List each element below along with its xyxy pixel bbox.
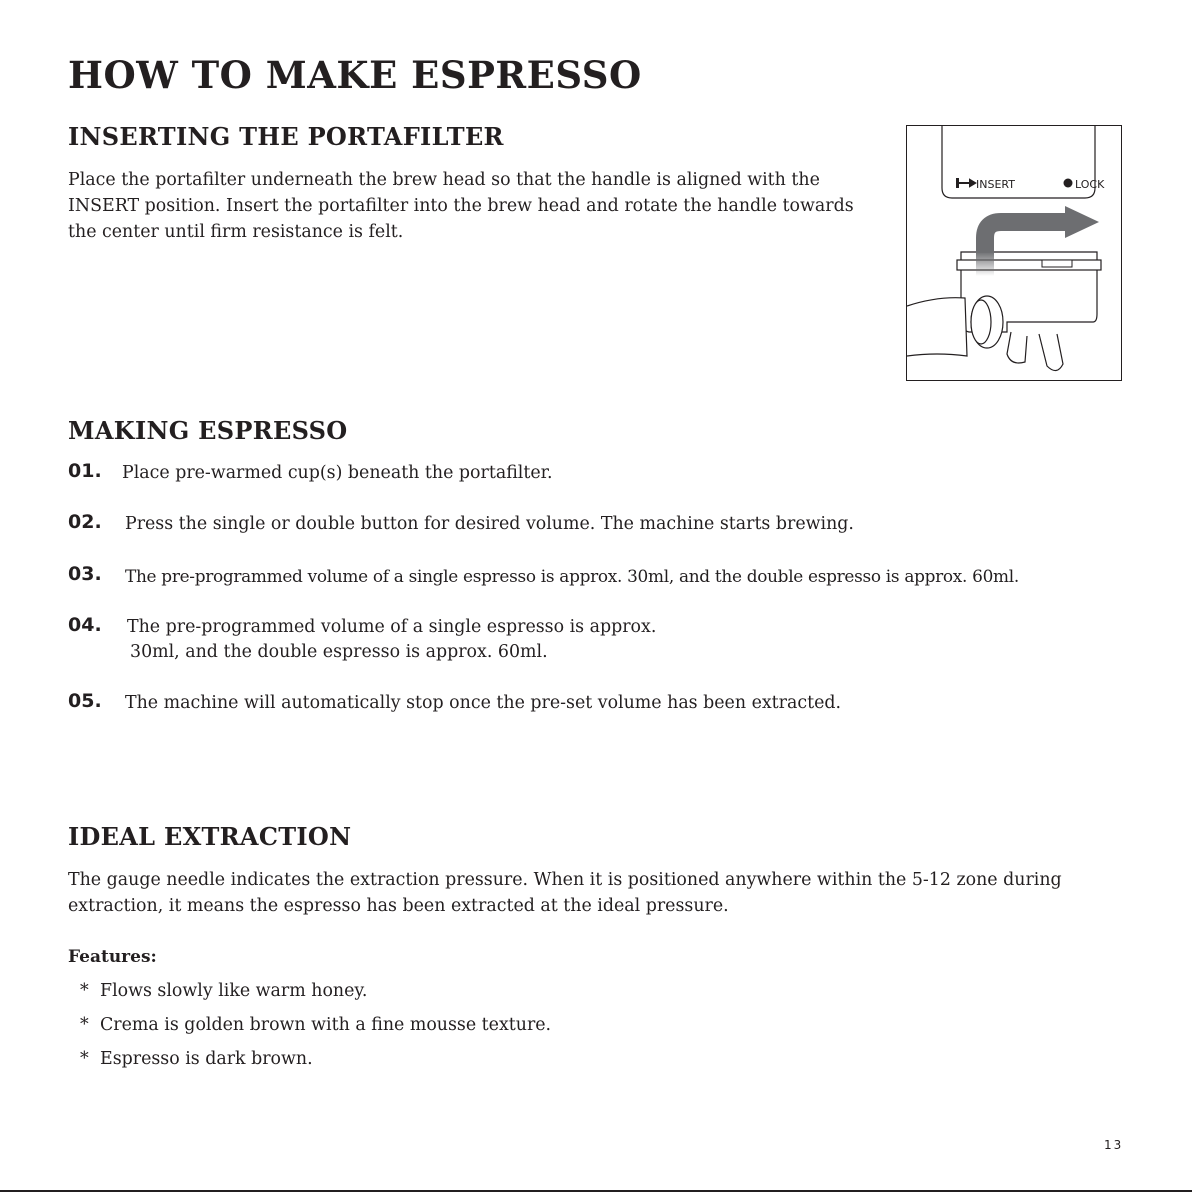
step-number: 05. (68, 690, 102, 712)
section-heading-ideal: IDEAL EXTRACTION (68, 822, 352, 851)
step-number: 01. (68, 460, 102, 482)
step-number: 04. (68, 614, 102, 636)
insert-label: INSERT (976, 178, 1015, 191)
bullet-star-icon: * (80, 1049, 89, 1069)
step-text: The pre-programmed volume of a single espresso is approx. (127, 617, 657, 637)
features-label: Features: (68, 947, 157, 967)
rotate-arrow-icon (1065, 206, 1099, 238)
list-item (80, 1046, 313, 1072)
lock-dot-icon (1064, 179, 1073, 188)
feature-text: Crema is golden brown with a fine mousse texture. (100, 1015, 552, 1035)
step-number: 02. (68, 511, 102, 533)
inserting-paragraph: Place the portafilter underneath the brew head so that the handle is aligned with the INSERT position. Insert the portafilter into the brew head and rotate the handle towards the center until firm resistance is felt. (68, 170, 854, 242)
step-text: Press the single or double button for desired volume. The machine starts brewing. (125, 514, 854, 534)
page-number: 13 (1104, 1138, 1124, 1152)
step-text: The pre-programmed volume of a single espresso is approx. 30ml, and the double espresso is approx. 60ml. (125, 566, 1019, 586)
lock-label: LOCK (1075, 178, 1105, 191)
portafilter-illustration (906, 125, 1122, 381)
insert-symbol-icon (956, 178, 959, 188)
list-item (80, 1012, 551, 1038)
step-text: The machine will automatically stop once the pre-set volume has been extracted. (125, 693, 842, 713)
bullet-star-icon: * (80, 1015, 89, 1035)
ideal-paragraph: The gauge needle indicates the extraction pressure. When it is positioned anywhere within the 5-12 zone during extraction, it means the espresso has been extracted at the ideal pressure. (68, 870, 1062, 916)
bullet-star-icon: * (80, 981, 89, 1001)
feature-text: Espresso is dark brown. (100, 1049, 313, 1069)
page-title: HOW TO MAKE ESPRESSO (68, 53, 642, 97)
portafilter-diagram-icon (907, 126, 1121, 380)
step-number: 03. (68, 563, 102, 585)
step-text: Place pre-warmed cup(s) beneath the portafilter. (122, 463, 553, 483)
section-heading-inserting: INSERTING THE PORTAFILTER (68, 122, 504, 151)
section-heading-making: MAKING ESPRESSO (68, 416, 348, 445)
list-item (80, 978, 367, 1004)
step-text-continued: 30ml, and the double espresso is approx. 60ml. (130, 642, 548, 662)
feature-text: Flows slowly like warm honey. (100, 981, 368, 1001)
